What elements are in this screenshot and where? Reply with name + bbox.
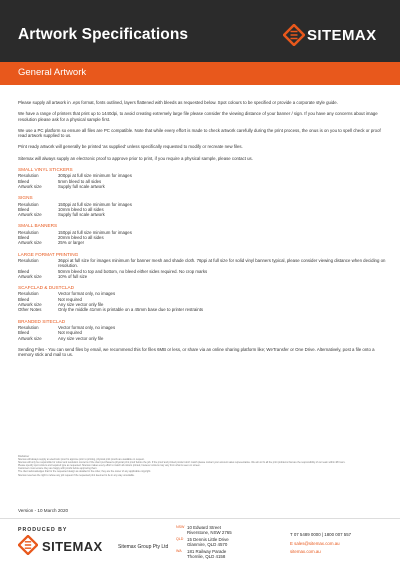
address-line: 181 Railway Parade	[187, 549, 227, 554]
spec-value: 300ppi at full size minimum for images	[58, 173, 132, 179]
spec-key: Resolution	[18, 229, 39, 235]
section-title: General Artwork	[18, 67, 87, 78]
address-nsw	[176, 525, 286, 535]
paragraph-platform: We use a PC platform so ensure all files are PC compatible. Note that while every effort is made to check artwork carefully during the print process, the onus is on you to spell check or proof read artwork supplied to us.	[18, 127, 381, 139]
phone-numbers: T 07 5489 0000 | 1800 007 557	[290, 532, 352, 537]
page-footer	[0, 518, 400, 566]
spec-value: Vector format only, no images	[58, 291, 116, 297]
spec-key: Bleed	[18, 178, 30, 184]
sitemax-logo-mark-icon	[18, 535, 40, 557]
version-label: Version - 10 March 2020	[18, 508, 69, 513]
spec-group-small-banners	[18, 223, 386, 245]
spec-group-large-format-printing	[18, 252, 386, 279]
spec-value: 36ppi at full size for images minimum for banner mesh and shade cloth. 76ppi at full size for solid vinyl banners typical, please consider viewing distance when deciding on resolution.	[58, 257, 386, 269]
spec-row	[18, 336, 386, 341]
spec-key: Resolution	[18, 291, 39, 297]
spec-value: 10mm bleed to all sides	[58, 206, 104, 212]
email-link[interactable]: E sales@sitemax.com.au	[290, 540, 340, 546]
spec-value: Not required	[58, 330, 82, 336]
spec-key: Other Notes	[18, 307, 42, 313]
spec-group-title: BRANDED SITECLAD	[18, 318, 66, 324]
spec-key: Bleed	[18, 206, 30, 212]
spec-group-title: SIGNS	[18, 195, 33, 201]
content	[18, 100, 386, 363]
disclaimer-line: Sitemax will only be responsible for colour and resolution concerns if the client purchased a physical print proof before the job. If the proof and printed product don't match please contact your account sales representative. We aim to fix all the print problems that are the responsibility of our team within 48 hours.	[18, 461, 346, 465]
spec-key: Artwork size	[18, 335, 42, 341]
spec-group-small-vinyl-stickers	[18, 167, 386, 189]
spec-value: 50mm bleed to top and bottom, no bleed either sides required. No crop marks	[58, 268, 208, 274]
address-line: Riverstone, NSW 2765	[187, 530, 232, 536]
disclaimer-heading: Disclaimer	[18, 455, 30, 458]
sending-files-note: Sending Files - You can send files by email, we recommend this for files 6MB or less, or share via an online sharing platform like; WeTransfer or One Drive. Alternatively, post a file onto a memory stick and mail to us.	[18, 346, 375, 358]
spec-group-title: LARGE FORMAT PRINTING	[18, 251, 79, 257]
spec-value: Supply full scale artwork	[58, 183, 105, 189]
spec-key: Bleed	[18, 268, 30, 274]
company-name: Sitemax Group Pty Ltd	[118, 544, 169, 550]
spec-group-title: SCAFCLAD & DUSTCLAD	[18, 285, 75, 291]
spec-value: 150ppi at full size minimum for images	[58, 229, 132, 235]
spec-key: Bleed	[18, 235, 30, 241]
paragraph-proof: Sitemax will always supply an electronic proof to approve prior to print, if you require a physical sample, please contact us.	[18, 155, 253, 161]
spec-row	[18, 240, 386, 245]
disclaimer-line: Please specify spot colours and required type as requested. Sitemax makes every effort to match all colours printed, however colours may vary from what is seen on screen.	[18, 464, 201, 468]
spec-value: 10% of full size	[58, 273, 88, 279]
spec-group-scafclad-dustclad	[18, 285, 386, 312]
produced-by-label: PRODUCED BY	[18, 527, 68, 533]
sitemax-logo	[283, 24, 376, 46]
spec-group-signs	[18, 195, 386, 217]
address-state: QLD	[176, 537, 184, 541]
spec-row	[18, 212, 386, 217]
disclaimer-line: The client acknowledges that for the requested design as detailed in the order, they are the owner of any applicable copyright.	[18, 470, 151, 474]
spec-group-title: SMALL BANNERS	[18, 223, 58, 229]
spec-row	[18, 258, 386, 269]
section-bar	[0, 62, 400, 85]
disclaimer	[18, 455, 386, 477]
spec-row	[18, 274, 386, 279]
spec-key: Bleed	[18, 296, 30, 302]
page-title: Artwork Specifications	[18, 26, 189, 43]
spec-row	[18, 184, 386, 189]
website-link[interactable]: sitemax.com.au	[290, 549, 321, 554]
spec-key: Artwork size	[18, 183, 42, 189]
spec-key: Resolution	[18, 257, 39, 263]
address-line: Glanmire, QLD 4570	[187, 542, 228, 548]
spec-value: Any size vector only file	[58, 335, 104, 341]
spec-key: Artwork size	[18, 240, 42, 246]
disclaimer-line: Customers must ensure they are happy with proofs before approving them.	[18, 467, 98, 471]
spec-value: Vector format only, no images	[58, 324, 116, 330]
spec-group-title: SMALL VINYL STICKERS	[18, 167, 73, 173]
spec-key: Artwork size	[18, 302, 42, 308]
spec-key: Bleed	[18, 330, 30, 336]
spec-value: Supply full scale artwork	[58, 212, 105, 218]
logo-wordmark: SITEMAX	[307, 26, 377, 44]
contact-details	[290, 531, 390, 557]
sitemax-logo-mark-icon	[283, 24, 305, 46]
spec-value: Not required	[58, 296, 82, 302]
address-qld	[176, 537, 286, 547]
spec-key: Resolution	[18, 173, 39, 179]
address-line: Thornlie, QLD 4158	[187, 554, 226, 560]
paragraph-print-ready: Print ready artwork will generally be printed 'as supplied' unless specifically requested to modify or recreate new files.	[18, 144, 243, 150]
footer-sitemax-logo	[18, 535, 103, 557]
spec-value: 150ppi at full size minimum for images	[58, 201, 132, 207]
paragraph-printers: We have a range of printers that print up to 1440dpi, to avoid creating extremely large file please consider the viewing distance of your banner / sign. If you have any concerns about image resolution please ask for a physical sample first.	[18, 111, 378, 122]
address-state: NSW	[176, 525, 185, 529]
spec-value: Only the middle 41mm is printable on a 45mm base due to printer restraints	[58, 307, 204, 313]
address-state: WA	[176, 549, 182, 553]
spec-value: Any size vector only file	[58, 302, 104, 308]
page-header	[0, 0, 400, 62]
paragraph-intro: Please supply all artwork in .eps format, fonts outlined, layers flattened with bleeds as requested below. Spot colours to be specified or provide a corporate style guide.	[18, 100, 338, 105]
spec-value: 20mm bleed to all sides	[58, 235, 104, 241]
spec-group-branded-siteclad	[18, 319, 386, 341]
spec-key: Resolution	[18, 324, 39, 330]
disclaimer-line: Sitemax reserves the right to refuse any job request if the requested print deemed to be in any way unsuitable.	[18, 473, 135, 477]
footer-logo-wordmark: SITEMAX	[42, 538, 103, 554]
address-wa	[176, 549, 286, 559]
spec-key: Artwork size	[18, 273, 42, 279]
address-line: 15 Dennis Little Drive	[187, 537, 229, 542]
spec-value: 25% or larger	[58, 240, 85, 246]
spec-row	[18, 307, 386, 312]
spec-key: Resolution	[18, 201, 39, 207]
address-line: 10 Edward Street	[187, 525, 221, 530]
disclaimer-line: Sitemax will always supply an electronic proof to approve prior to printing, physical print proofs are available on request.	[18, 458, 145, 462]
spec-key: Artwork size	[18, 212, 42, 218]
spec-value: 5mm bleed to all sides	[58, 178, 102, 184]
